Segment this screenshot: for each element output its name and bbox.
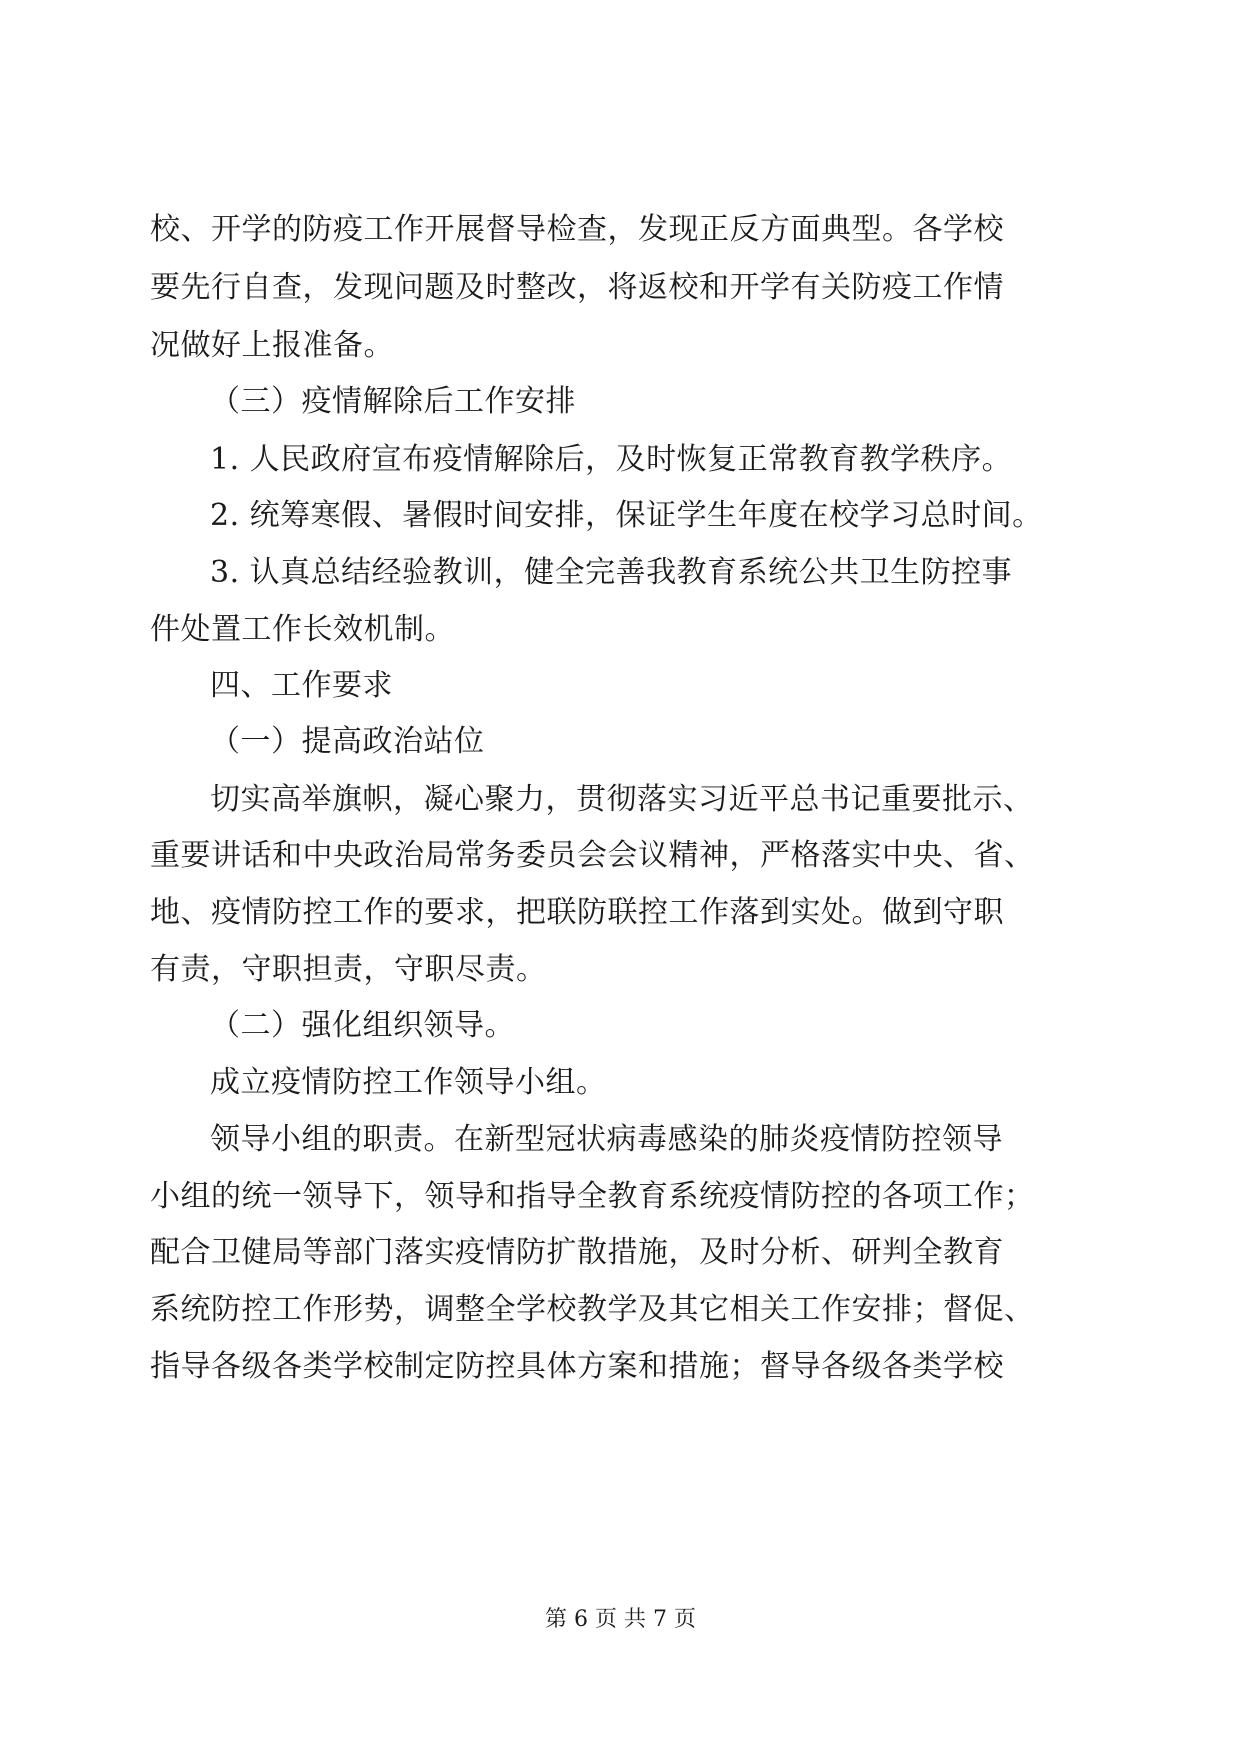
section-heading: （三）疫情解除后工作安排 bbox=[210, 384, 576, 419]
text-line: 校、开学的防疫工作开展督导检查，发现正反方面典型。各学校 bbox=[150, 212, 1004, 247]
text-line: 配合卫健局等部门落实疫情防扩散措施，及时分析、研判全教育 bbox=[150, 1235, 1004, 1270]
list-item: 3. 认真总结经验教训，健全完善我教育系统公共卫生防控事 bbox=[210, 555, 1013, 590]
text-line: 况做好上报准备。 bbox=[150, 328, 394, 363]
text-line: 件处置工作长效机制。 bbox=[150, 612, 455, 647]
text-line: 地、疫情防控工作的要求，把联防联控工作落到实处。做到守职 bbox=[150, 895, 1004, 930]
section-heading: 四、工作要求 bbox=[210, 668, 393, 703]
text-line: 小组的统一领导下，领导和指导全教育系统疫情防控的各项工作； bbox=[150, 1179, 1035, 1214]
section-heading: （二）强化组织领导。 bbox=[210, 1008, 515, 1043]
text-line: 领导小组的职责。在新型冠状病毒感染的肺炎疫情防控领导 bbox=[210, 1122, 1003, 1157]
text-line: 有责，守职担责，守职尽责。 bbox=[150, 952, 547, 987]
text-line: 指导各级各类学校制定防控具体方案和措施；督导各级各类学校 bbox=[150, 1349, 1004, 1384]
section-heading: （一）提高政治站位 bbox=[210, 724, 485, 759]
page-number: 第 6 页 共 7 页 bbox=[545, 1607, 696, 1632]
text-line: 系统防控工作形势，调整全学校教学及其它相关工作安排；督促、 bbox=[150, 1292, 1035, 1327]
list-item: 2. 统筹寒假、暑假时间安排，保证学生年度在校学习总时间。 bbox=[210, 498, 1043, 533]
text-line: 切实高举旗帜，凝心聚力，贯彻落实习近平总书记重要批示、 bbox=[210, 782, 1034, 817]
text-line: 要先行自查，发现问题及时整改，将返校和开学有关防疫工作情 bbox=[150, 270, 1004, 305]
text-line: 重要讲话和中央政治局常务委员会会议精神，严格落实中央、省、 bbox=[150, 838, 1035, 873]
text-line: 成立疫情防控工作领导小组。 bbox=[210, 1065, 607, 1100]
list-item: 1. 人民政府宣布疫情解除后，及时恢复正常教育教学秩序。 bbox=[210, 442, 1013, 477]
